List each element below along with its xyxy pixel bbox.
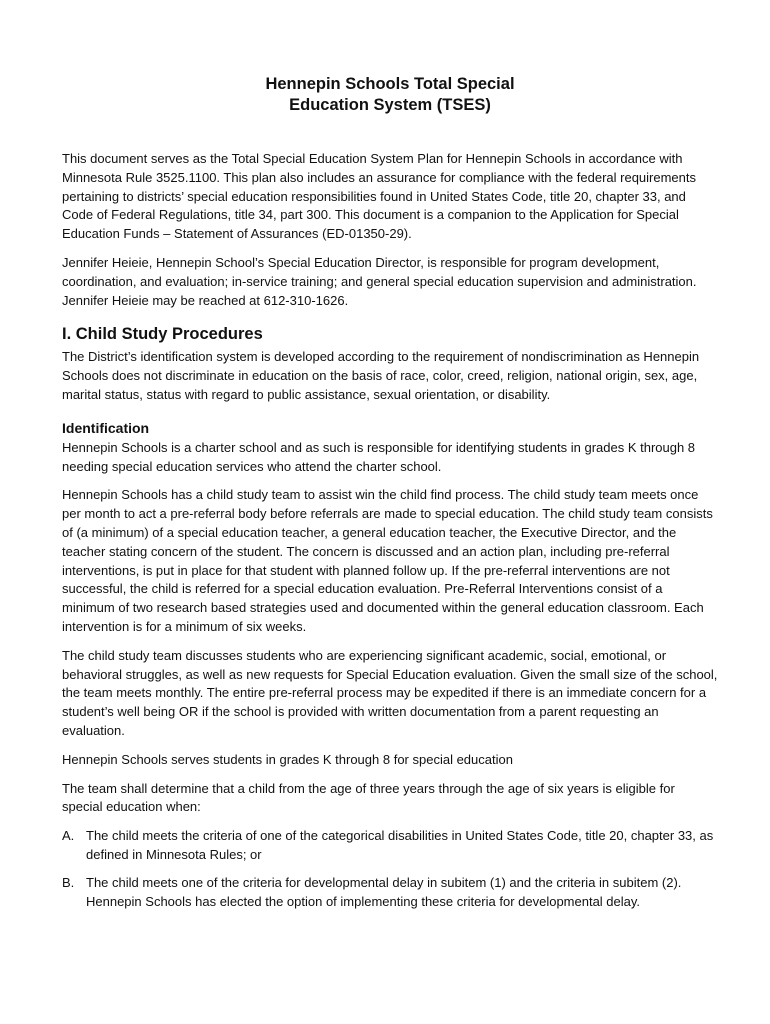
intro-paragraph-1: This document serves as the Total Special Education System Plan for Hennepin Schools in accordance with Minnesota Rule 3525.1100. This plan also includes an assurance for compliance with the federal requirements pertaining to districts’ special education responsibilities found in United States Code, title 20, chapter 33, and Code of Federal Regulations, title 34, part 300. This document is a companion to the Application for Special Education Funds – Statement of Assurances (ED-01350-29). (62, 151, 696, 242)
identification-paragraph-4: Hennepin Schools serves students in grades K through 8 for special education (62, 751, 513, 767)
list-item (62, 874, 718, 912)
list-marker: B. (62, 874, 75, 890)
page-title (62, 74, 718, 116)
section1-paragraph-1: The District’s identification system is developed according to the requirement of nondiscrimination as Hennepin Schools does not discriminate in education on the basis of race, color, creed, religion, national origin, sex, age, marital status, status with regard to public assistance, sexual orientation, or disability. (62, 349, 700, 402)
document-page (62, 74, 718, 920)
subheading-identification: Identification (62, 419, 150, 436)
title-line-1: Hennepin Schools Total Special (265, 75, 515, 93)
list-text: The child meets the criteria of one of the categorical disabilities in United States Code, title 20, chapter 33, as defined in Minnesota Rules; or (86, 828, 714, 862)
intro-paragraph-2: Jennifer Heieie, Hennepin School’s Special Education Director, is responsible for program development, coordination, and evaluation; in-service training; and general special education supervision and administration. Jennifer Heieie may be reached at 612-310-1626. (62, 254, 697, 308)
title-line-2: Education System (TSES) (289, 96, 491, 114)
identification-paragraph-2: Hennepin Schools has a child study team to assist win the child find process. The child study team meets once per month to act a pre-referral body before referrals are made to special education. The child study team consists of (a minimum) of a special education teacher, a general education teacher, the Executive Director, and the teacher stating concern of the student. The concern is discussed and an action plan, including pre-referral interventions, is put in place for that student with planned follow up. If the pre-referral interventions are not successful, the child is referred for a special education evaluation. Pre-Referral Interventions consist of a minimum of two research based strategies used and documented within the general education classroom. Each intervention is for a minimum of six weeks. (62, 487, 713, 634)
list-text: The child meets one of the criteria for developmental delay in subitem (1) and the criteria in subitem (2). Hennepin Schools has elected the option of implementing these criteria for developmental delay. (86, 874, 682, 909)
list-marker: A. (62, 828, 75, 844)
identification-paragraph-1: Hennepin Schools is a charter school and as such is responsible for identifying students in grades K through 8 needing special education services who attend the charter school. (62, 439, 696, 474)
identification-paragraph-3: The child study team discusses students who are experiencing significant academic, social, emotional, or behavioral struggles, as well as new requests for Special Education evaluation. Given the small size of the school, the team meets monthly. The entire pre-referral process may be expedited if there is an immediate concern for a student’s well being OR if the school is provided with written documentation from a parent requesting an evaluation. (62, 647, 718, 738)
list-item (62, 827, 718, 865)
identification-paragraph-5: The team shall determine that a child from the age of three years through the age of six years is eligible for special education when: (62, 780, 675, 815)
section-heading-child-study: I. Child Study Procedures (62, 325, 263, 344)
